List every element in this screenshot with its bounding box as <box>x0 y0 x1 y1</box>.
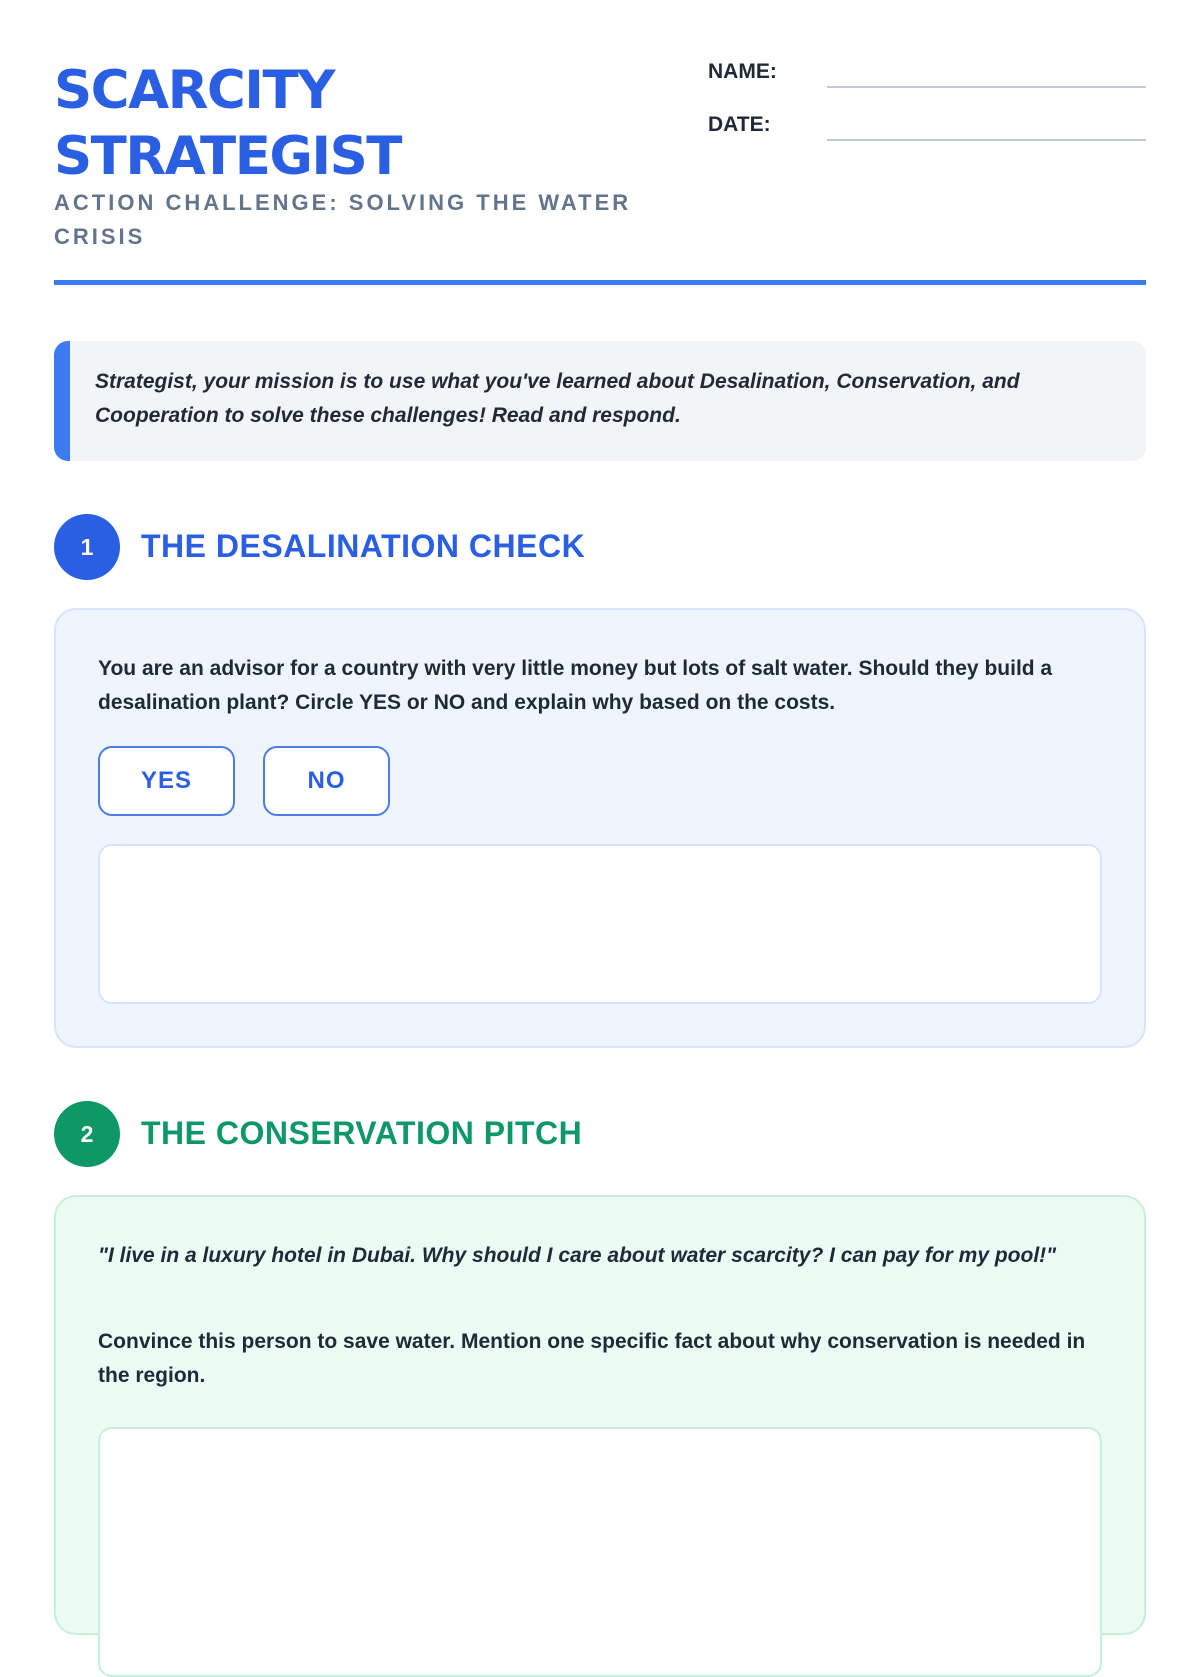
section-2-number-badge: 2 <box>54 1101 120 1167</box>
mission-callout <box>54 341 1146 461</box>
conservation-answer-box[interactable] <box>98 1427 1102 1677</box>
date-field <box>708 107 1146 147</box>
desalination-prompt: You are an advisor for a country with very little money but lots of salt water. Should they build a desalination plant? Circle YES or NO and explain why based on the costs. <box>98 657 1053 714</box>
date-label: DATE: <box>708 113 771 136</box>
section-2-title: THE CONSERVATION PITCH <box>141 1115 583 1151</box>
date-write-line[interactable] <box>827 139 1146 141</box>
section-1-title: THE DESALINATION CHECK <box>141 528 586 564</box>
worksheet-header <box>54 0 1146 287</box>
name-write-line[interactable] <box>827 86 1146 88</box>
hotel-guest-quote: "I live in a luxury hotel in Dubai. Why should I care about water scarcity? I can pay for my pool!" <box>98 1244 1057 1267</box>
section-1-number-badge: 1 <box>54 514 120 580</box>
worksheet-page <box>54 0 1146 1387</box>
worksheet-title <box>54 58 654 190</box>
title-line-1: SCARCITY <box>54 60 335 121</box>
title-line-2: STRATEGIST <box>54 126 401 187</box>
worksheet-subtitle: ACTION CHALLENGE: SOLVING THE WATER CRISIS <box>54 190 632 249</box>
section-2-heading <box>54 1101 1146 1169</box>
name-field <box>708 54 1146 94</box>
header-divider <box>54 280 1146 285</box>
yes-option[interactable]: YES <box>98 746 235 816</box>
conservation-card <box>54 1195 1146 1635</box>
conservation-prompt: Convince this person to save water. Mention one specific fact about why conservation is needed in the region. <box>98 1330 1086 1387</box>
mission-text: Strategist, your mission is to use what you've learned about Desalination, Conservation, and Cooperation to solve these challenges! Read and respond. <box>95 370 1020 427</box>
desalination-card <box>54 608 1146 1048</box>
section-1-heading <box>54 514 1146 582</box>
desalination-answer-box[interactable] <box>98 844 1102 1004</box>
name-label: NAME: <box>708 60 777 83</box>
no-option[interactable]: NO <box>263 746 390 816</box>
